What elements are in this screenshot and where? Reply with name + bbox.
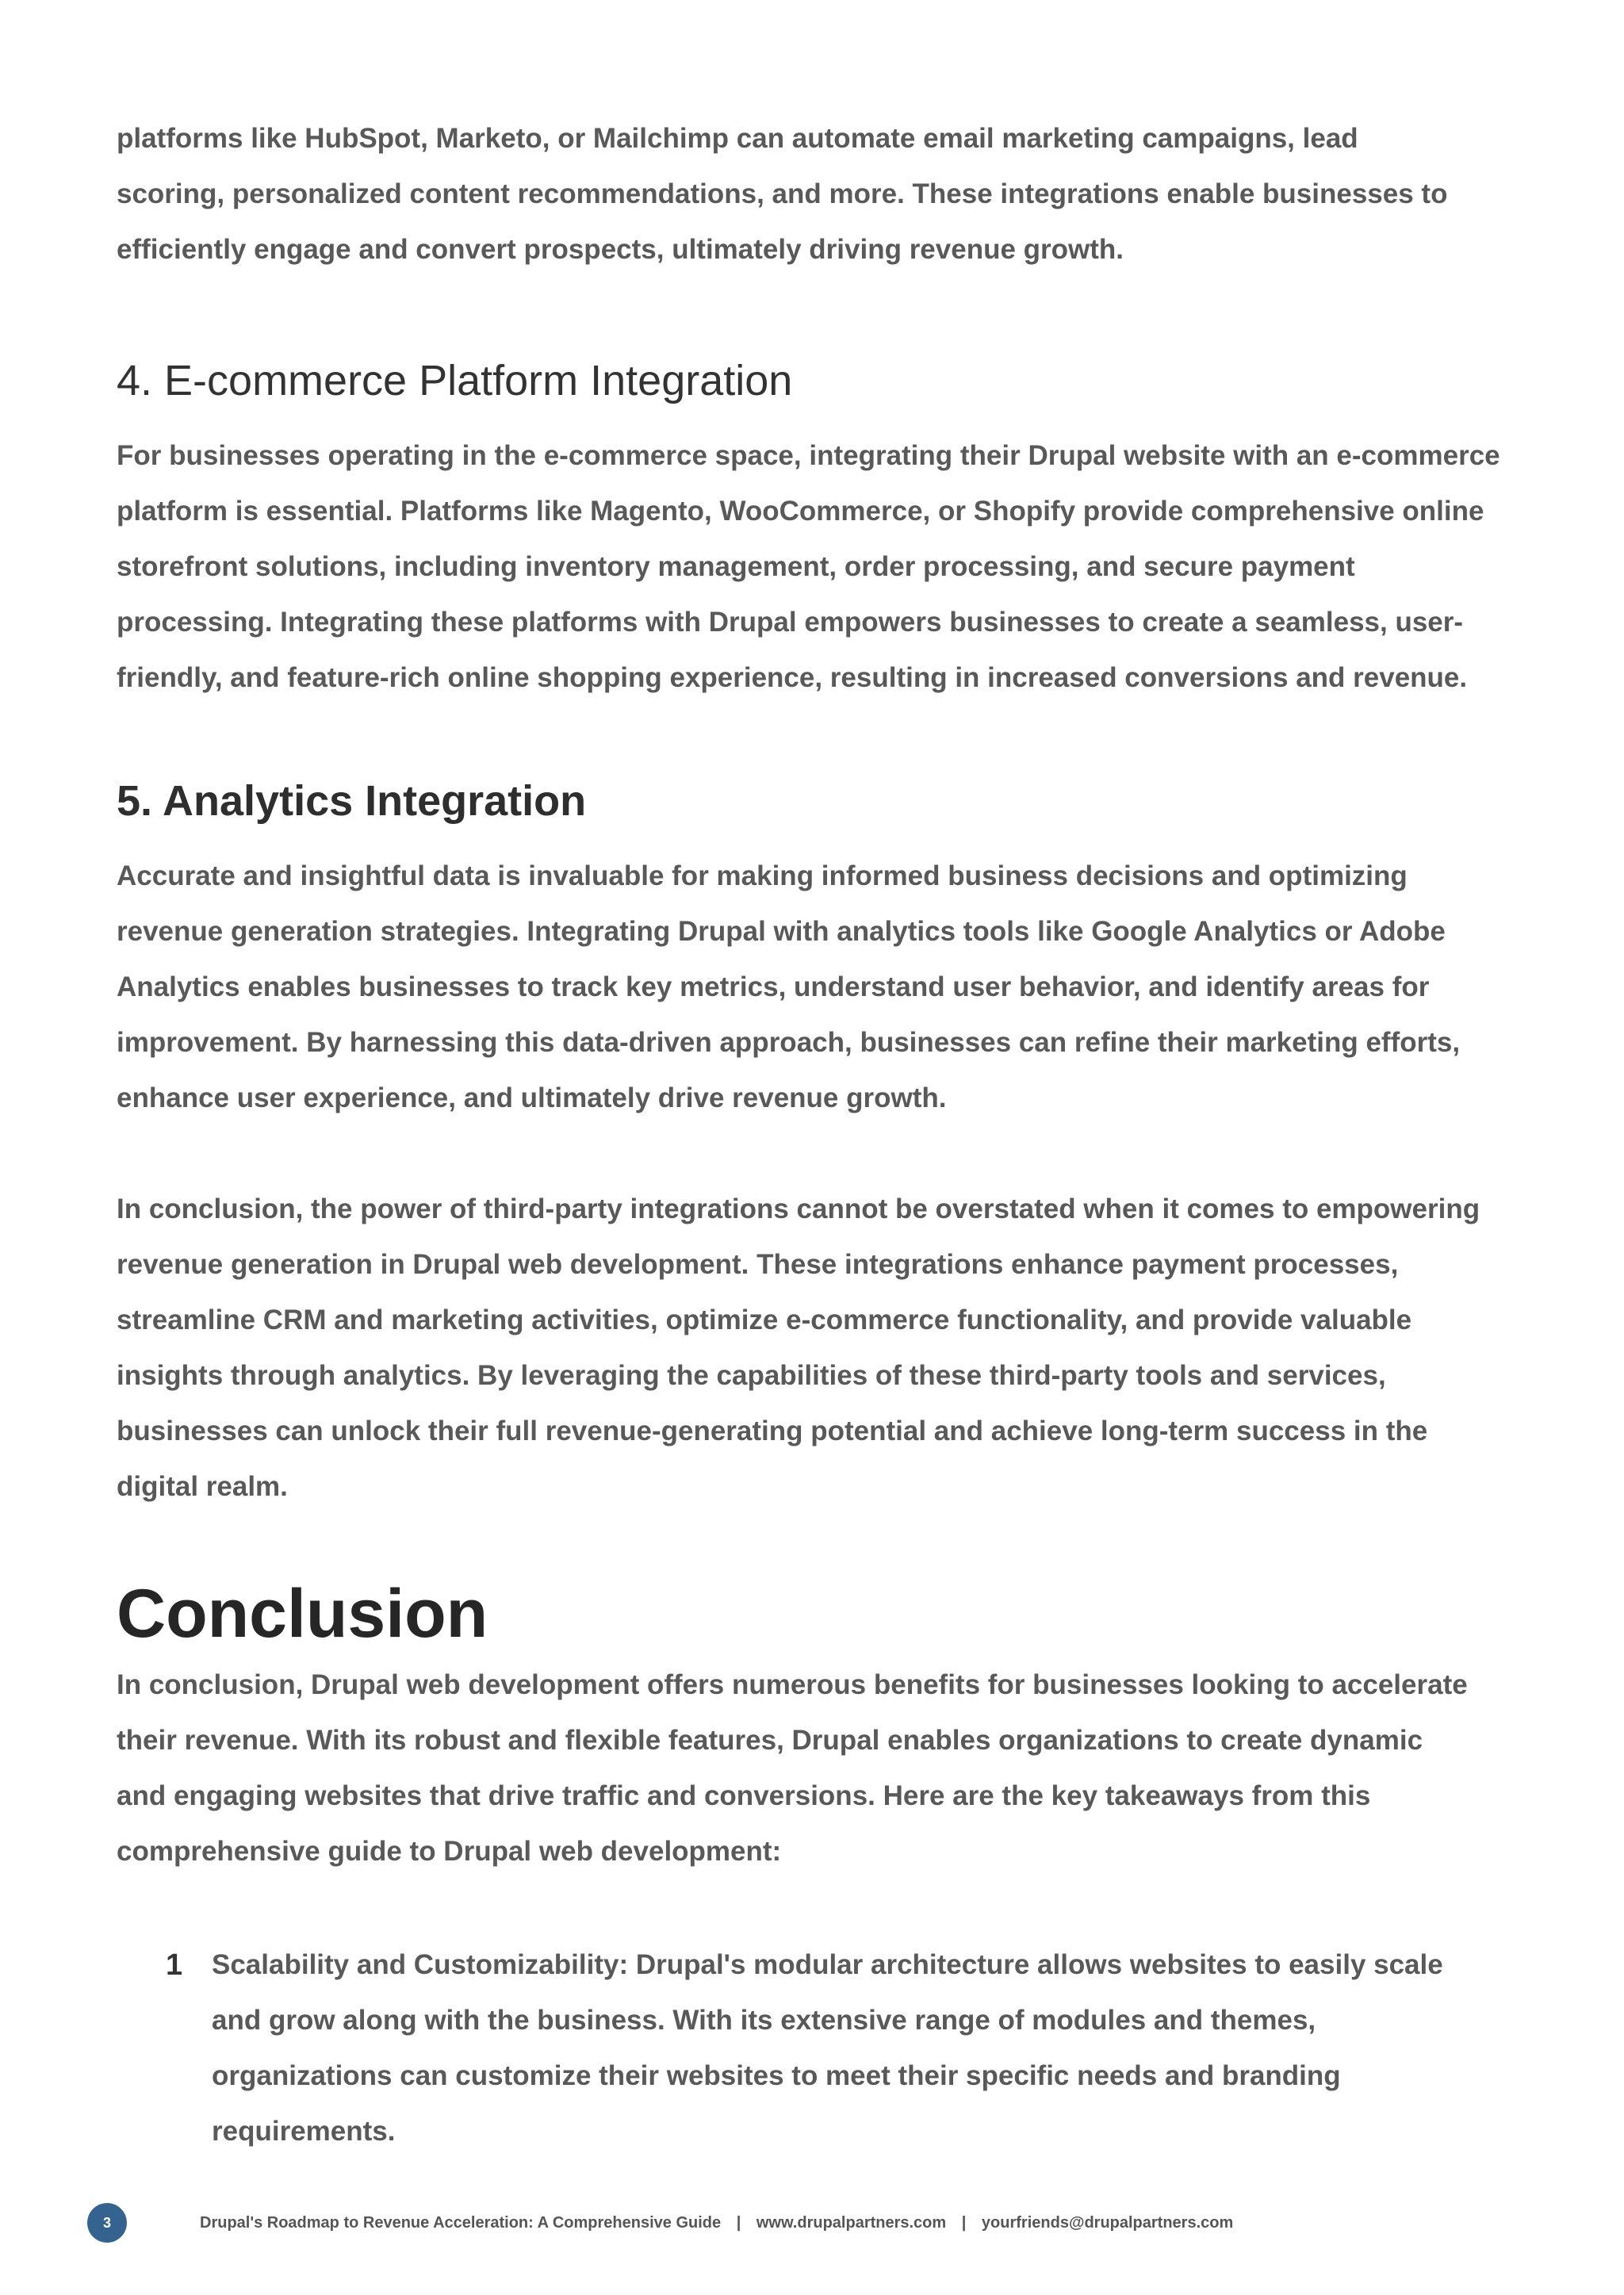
page-content — [117, 111, 1544, 2159]
ecommerce-paragraph — [117, 428, 1544, 706]
text-line: platform is essential. Platforms like Magento, WooCommerce, or Shopify provide comprehensive online — [117, 496, 1484, 527]
text-line: streamline CRM and marketing activities, optimize e-commerce functionality, and provide valuable — [117, 1305, 1412, 1335]
text-line: organizations can customize their websites to meet their specific needs and branding — [212, 2060, 1341, 2091]
list-item — [117, 1937, 1544, 2159]
text-line: In conclusion, Drupal web development offers numerous benefits for businesses looking to accelerate — [117, 1669, 1468, 1700]
text-line: enhance user experience, and ultimately drive revenue growth. — [117, 1082, 947, 1113]
text-line: requirements. — [212, 2116, 396, 2147]
text-line: storefront solutions, including inventory management, order processing, and secure payment — [117, 551, 1355, 582]
footer-email-link[interactable]: yourfriends@drupalpartners.com — [981, 2214, 1234, 2232]
text-line: In conclusion, the power of third-party integrations cannot be overstated when it comes to empowering — [117, 1193, 1480, 1224]
text-line: businesses can unlock their full revenue-generating potential and achieve long-term success in the — [117, 1416, 1428, 1446]
integration-conclusion-paragraph — [117, 1182, 1544, 1515]
footer-text — [200, 2211, 1233, 2235]
text-line: Accurate and insightful data is invaluable for making informed business decisions and optimizing — [117, 860, 1408, 891]
text-line: revenue generation in Drupal web development. These integrations enhance payment processes, — [117, 1249, 1399, 1280]
text-line: efficiently engage and convert prospects, ultimately driving revenue growth. — [117, 234, 1124, 265]
text-line: improvement. By harnessing this data-driven approach, businesses can refine their marketing efforts, — [117, 1027, 1461, 1058]
footer-separator: | — [736, 2214, 741, 2232]
page-number-badge: 3 — [87, 2203, 127, 2243]
text-line: platforms like HubSpot, Marketo, or Mailchimp can automate email marketing campaigns, lead — [117, 123, 1358, 154]
section-heading-ecommerce: 4. E-commerce Platform Integration — [117, 357, 793, 404]
footer-separator: | — [961, 2214, 967, 2232]
text-line: friendly, and feature-rich online shopping experience, resulting in increased conversions and revenue. — [117, 662, 1468, 693]
conclusion-paragraph — [117, 1657, 1544, 1879]
footer-title: Drupal's Roadmap to Revenue Acceleration: A Comprehensive Guide — [200, 2214, 722, 2232]
text-line: scoring, personalized content recommendations, and more. These integrations enable businesses to — [117, 178, 1448, 209]
text-line: Scalability and Customizability: Drupal's modular architecture allows websites to easily scale — [212, 1949, 1443, 1980]
text-line: revenue generation strategies. Integrating Drupal with analytics tools like Google Analytics or Adobe — [117, 916, 1446, 947]
text-line: processing. Integrating these platforms with Drupal empowers businesses to create a seamless, user- — [117, 607, 1464, 638]
conclusion-heading: Conclusion — [117, 1576, 488, 1652]
text-line: and grow along with the business. With its extensive range of modules and themes, — [212, 2005, 1316, 2036]
text-line: Analytics enables businesses to track key metrics, understand user behavior, and identify areas for — [117, 971, 1430, 1002]
section-heading-analytics: 5. Analytics Integration — [117, 777, 587, 825]
text-line: insights through analytics. By leveraging the capabilities of these third-party tools and services, — [117, 1360, 1386, 1391]
text-line: digital realm. — [117, 1471, 288, 1502]
text-line: For businesses operating in the e-commerce space, integrating their Drupal website with an e-commerce — [117, 440, 1500, 471]
text-line: comprehensive guide to Drupal web development: — [117, 1836, 782, 1867]
page-footer — [87, 2203, 1515, 2243]
list-number: 1 — [166, 1948, 183, 1982]
analytics-paragraph — [117, 849, 1544, 1126]
footer-website-link[interactable]: www.drupalpartners.com — [756, 2214, 947, 2232]
intro-paragraph — [117, 111, 1544, 278]
text-line: and engaging websites that drive traffic and conversions. Here are the key takeaways from this — [117, 1780, 1371, 1811]
text-line: their revenue. With its robust and flexible features, Drupal enables organizations to create dynamic — [117, 1725, 1423, 1756]
